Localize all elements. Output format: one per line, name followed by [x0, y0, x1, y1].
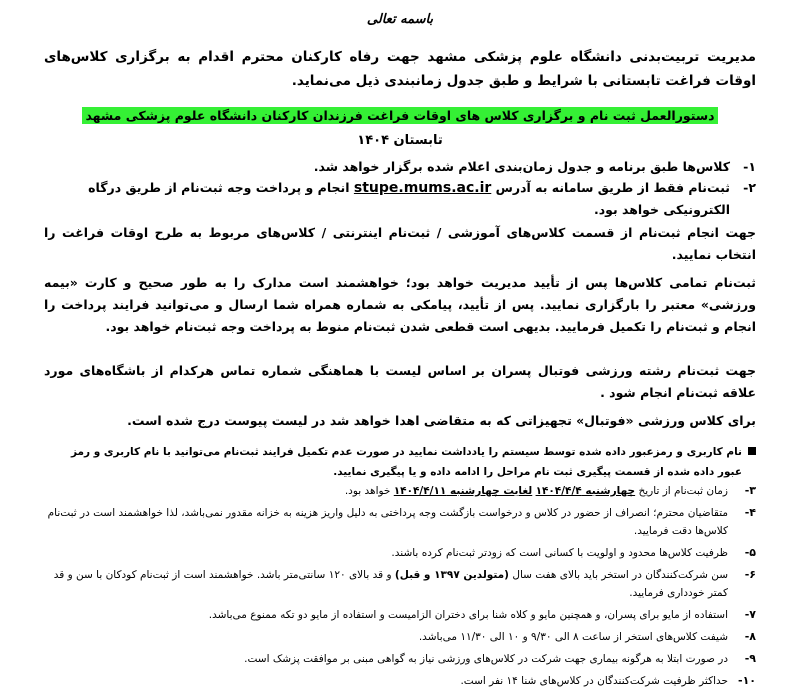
item-number: ۵-	[744, 546, 756, 559]
list-item-7	[44, 606, 756, 624]
item-number: ۴-	[744, 506, 756, 519]
list-item-3	[44, 482, 756, 500]
paragraph-football: جهت ثبت‌نام رشته ورزشی فوتبال پسران بر اساس لیست با هماهنگی شماره تماس هرکدام از باشگاه‌های مورد علاقه ثبت‌نام انجام شود .	[44, 363, 756, 400]
item-text: متقاضیان محترم؛ انصراف از حضور در کلاس و درخواست بازگشت وجه پرداختی به دلیل واریز هزینه به خزانه مقدور نمی‌باشد، لذا خواهشمند است در ثبت‌نام کلاس‌ها دقت فرمایید.	[47, 507, 728, 537]
item-number: ۱-	[743, 159, 756, 174]
item-number: ۳-	[744, 484, 756, 497]
item-text: کلاس‌ها طبق برنامه و جدول زمان‌بندی اعلام شده برگزار خواهد شد.	[313, 159, 730, 174]
list-item-8	[44, 628, 756, 646]
list-item-10	[44, 672, 756, 690]
intro-paragraph: مدیریت تربیت‌بدنی دانشگاه علوم پزشکی مشهد جهت رفاه کارکنان محترم اقدام به برگزاری کلاس‌های اوقات فراغت تابستانی با شرایط و طبق جدول زمانبندی ذیل می‌نماید.	[44, 49, 756, 89]
item-text-post: خواهد بود.	[344, 485, 391, 497]
paragraph-football-equipment: برای کلاس ورزشی «فوتبال» تجهیزاتی که به متقاضی اهدا خواهد شد در لیست پیوست درج شده است.	[127, 413, 756, 428]
item-text	[44, 566, 728, 602]
paragraph-approval: ثبت‌نام تمامی کلاس‌ها پس از تأیید مدیریت خواهد بود؛ خواهشمند است مدارک را به طور صحیح و کارت «بیمه ورزشی» معتبر را بارگزاری نمایید. پس از تأیید، پیامکی به شماره همراه شما ارسال و می‌توانید فرایند پرداخت را انجام و ثبت‌نام را تکمیل فرمایید. بدیهی است قطعی شدن ثبت‌نام منوط به پرداخت وجه ثبت‌نام خواهد بود.	[44, 275, 756, 334]
notice-text: نام کاربری و رمزعبور داده شده توسط سیستم را یادداشت نمایید در صورت عدم تکمیل فرایند ثبت‌نام می‌توانید با نام کاربری و رمز عبور داده شده از قسمت پیگیری ثبت نام مراحل را ادامه داده و یا پیگیری نمایید.	[71, 446, 742, 478]
item-text	[44, 482, 728, 500]
item-number: ۶-	[744, 568, 756, 581]
item-text-pre: سن شرکت‌کنندگان در استخر باید بالای هفت سال	[512, 569, 728, 581]
start-date: چهارشنبه ۱۴۰۴/۴/۴	[535, 485, 636, 497]
item-text: در صورت ابتلا به هرگونه بیماری جهت شرکت در کلاس‌های ورزشی نیاز به گواهی مبنی بر موافقت پزشک است.	[244, 653, 728, 665]
list-item-1	[44, 156, 756, 177]
list-item-5	[44, 544, 756, 562]
bismillah-header: باسمه تعالی	[366, 12, 434, 27]
instruction-title: دستورالعمل ثبت نام و برگزاری کلاس های اوقات فراغت فرزندان کارکنان دانشگاه علوم پزشکی مشهد	[82, 107, 717, 124]
item-number: ۷-	[744, 608, 756, 621]
registration-url-link[interactable]: stupe.mums.ac.ir	[353, 180, 492, 196]
season-label: تابستان ۱۴۰۴	[357, 133, 443, 148]
paragraph-registration-path: جهت انجام ثبت‌نام از قسمت کلاس‌های آموزشی / ثبت‌نام اینترنتی / کلاس‌های مربوط به طرح اوقات فراغت را انتخاب نمایید.	[44, 225, 756, 262]
item-text-pre: زمان ثبت‌نام از تاریخ	[638, 485, 728, 497]
item-text-after: انجام و پرداخت وجه ثبت‌نام از طریق درگاه الکترونیکی خواهد بود.	[88, 180, 730, 217]
item-text: ظرفیت کلاس‌ها محدود و اولویت با کسانی است که زودتر ثبت‌نام کرده باشند.	[391, 547, 728, 559]
item-text: حداکثر ظرفیت شرکت‌کنندگان در کلاس‌های شنا ۱۴ نفر است.	[460, 675, 728, 687]
item-text: شیفت کلاس‌های استخر از ساعت ۸ الی ۹/۳۰ و ۱۰ الی ۱۱/۳۰ می‌باشد.	[418, 631, 728, 643]
birth-year-note: (متولدین ۱۳۹۷ و قبل)	[394, 569, 509, 581]
item-text	[44, 177, 730, 220]
square-bullet-icon	[742, 442, 756, 482]
notice-block	[44, 442, 756, 482]
item-number: ۸-	[744, 630, 756, 643]
item-number: ۲-	[743, 180, 756, 195]
item-number: ۹-	[744, 652, 756, 665]
item-text-before: ثبت‌نام فقط از طریق سامانه به آدرس	[495, 180, 730, 195]
instruction-title-block	[44, 105, 756, 125]
item-number: ۱۰-	[737, 674, 756, 687]
item-text: استفاده از مایو برای پسران، و همچنین مایو و کلاه شنا برای دختران الزامیست و استفاده از مایو دو تکه ممنوع می‌باشد.	[208, 609, 728, 621]
list-item-6	[44, 566, 756, 602]
end-date: لغایت چهارشنبه ۱۴۰۴/۴/۱۱	[393, 485, 533, 497]
list-item-2	[44, 177, 756, 220]
list-item-9	[44, 650, 756, 668]
list-item-4	[44, 504, 756, 540]
item-text-post: و قد بالای ۱۲۰ سانتی‌متر باشد. خواهشمند است از ثبت‌نام کودکان با سن و قد کمتر خودداری فرمایید.	[53, 569, 728, 599]
